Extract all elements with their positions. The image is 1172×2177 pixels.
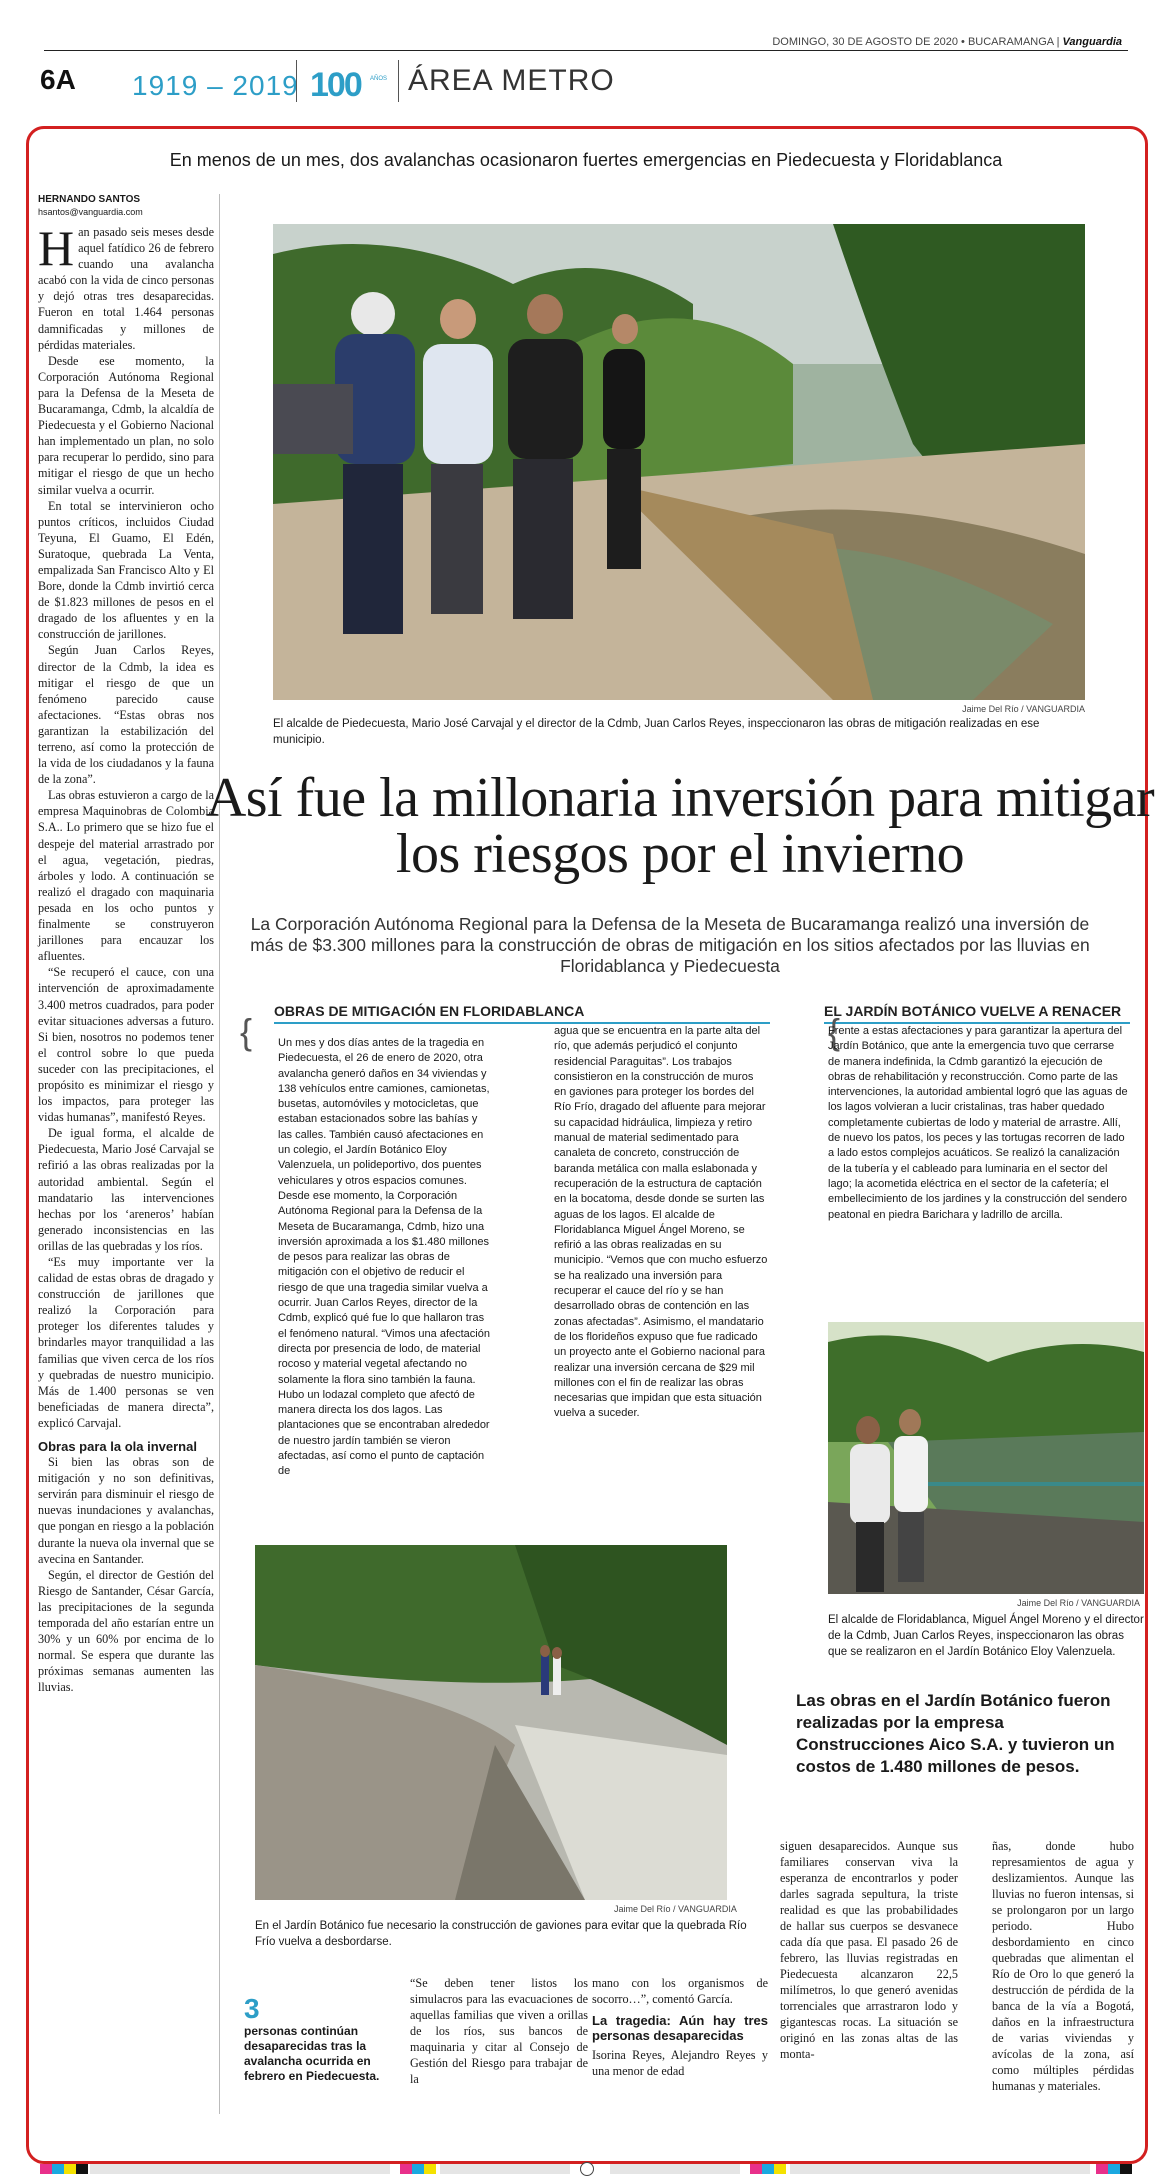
- registration-bar: [424, 2164, 436, 2174]
- byline-name: HERNANDO SANTOS: [38, 194, 141, 205]
- section-label-jardin: EL JARDÍN BOTÁNICO VUELVE A RENACER: [824, 1003, 1130, 1024]
- paragraph: Las obras estuvieron a cargo de la empresa Maquinobras de Colombia S.A.. Lo primero que se hizo fue el despeje del material arrastrado por el agua, vegetación, piedras, árboles y lodo. A continuación se realizó el dragado con maquinaria pesada en los ocho puntos y finalmente se construyeron jarillones para encauzar los afluentes.: [38, 788, 214, 964]
- header-divider: [398, 60, 399, 102]
- column-divider: [219, 194, 220, 2114]
- header-divider: [296, 60, 297, 102]
- floridablanca-col1: Un mes y dos días antes de la tragedia en Piedecuesta, el 26 de enero de 2020, otra avalancha generó daños en 34 viviendas y 138 vehículos entre camiones, camionetas, busetas, automóviles y motocicletas, que estaban estacionados sobre las bahías y las calles. También causó afectaciones en un colegio, el Jardín Botánico Eloy Valenzuela, un polideportivo, dos puentes vehiculares y otros espacios comunes. Desde ese momento, la Corporación Autónoma Regional para la Defensa de la Meseta de Bucaramanga, Cdmb, hizo una inversión aproximada a los $1.480 millones de pesos para realizar las obras de mitigación con el objetivo de reducir el riesgo de que una tragedia similar vuelva a ocurrir. Juan Carlos Reyes, director de la Cdmb, explicó qué fue lo que hallaron tras el fenómeno natural. “Vimos una afectación directa por presencia de lodo, de material rocoso y material vegetal afectando no solamente la flora sino también la fauna. Hubo un lodazal completo que afectó de manera directa los dos lagos. Las plantaciones que se encontraban alrededor de nuestro jardín también se vieron afectadas, así como el punto de captación de: [278, 1037, 490, 1478]
- drop-cap: H: [38, 220, 75, 276]
- crosshair-icon: [580, 2162, 594, 2176]
- registration-bar: [610, 2164, 740, 2174]
- photo-caption: El alcalde de Floridablanca, Miguel Ángel Moreno y el director de la Cdmb, Juan Carlos Reyes, inspeccionaron las obras que se realizaron en el Jardín Botánico Eloy Valenzuela.: [828, 1614, 1144, 1658]
- paragraph: Según Juan Carlos Reyes, director de la Cdmb, la idea es mitigar el riesgo de que un fenómeno parecido cause afectaciones. “Estas obras nos garantizan la estabilización del terreno, así como la protección de la vida de los ciudadanos y la fauna de la zona”.: [38, 643, 214, 787]
- stat-text: personas continúan desaparecidas tras la avalancha ocurrida en febrero en Piedecuesta.: [244, 2024, 380, 2083]
- registration-bar: [400, 2164, 412, 2174]
- registration-bar: [90, 2164, 390, 2174]
- registration-bar: [774, 2164, 786, 2174]
- paragraph: “Se recuperó el cauce, con una intervención de aproximadamente 3.400 metros cuadrados, para poder evitar situaciones adversas a futuro. Si bien, nosotros no podemos tener el control sobre lo que pueda suceder con las precipitaciones, el propósito es minimizar el riesgo y los impactos, para proteger las vidas humanas”, manifestó Reyes.: [38, 965, 214, 1125]
- brand-name: Vanguardia: [1062, 36, 1122, 48]
- jardin-photo: [828, 1322, 1144, 1594]
- pull-quote: Las obras en el Jardín Botánico fueron realizadas por la empresa Construcciones Aico S.A. y tuvieron un costos de 1.480 millones de pesos.: [796, 1691, 1115, 1776]
- stat-box: [244, 1994, 394, 2084]
- paragraph: “Es muy importante ver la calidad de estas obras de dragado y construcción de jarillones que realizó la Corporación para proteger los diferentes taludes y brindarles mayor tranquilidad a las familias que viven cerca de los ríos y quebradas de nuestro municipio. Más de 1.400 personas se ven beneficiadas de manera directa”, explicó Carvajal.: [38, 1255, 214, 1430]
- kicker: En menos de un mes, dos avalanchas ocasionaron fuertes emergencias en Piedecuesta y Floridablanca: [169, 150, 1003, 170]
- anniversary-logo: 100: [310, 66, 361, 104]
- section-label-floridablanca: OBRAS DE MITIGACIÓN EN FLORIDABLANCA: [274, 1003, 770, 1024]
- dateline: DOMINGO, 30 DE AGOSTO DE 2020 • BUCARAMANGA | Vanguardia: [772, 36, 1122, 48]
- jardin-text: Frente a estas afectaciones y para garantizar la apertura del Jardín Botánico, que ante la emergencia tuvo que cerrarse de manera indefinida, la Cdmb garantizó la ejecución de obras de rehabilitación y reconstrucción. Como parte de las intervenciones, la autoridad ambiental logró que las aguas de los lagos volvieran a lucir cristalinas, tras haber quedado completamente cubiertas de lodo y material de arrastre. Allí, de nuevo los patos, los peces y las tortugas recorren de lado a lado estos complejos acuáticos. Se realizó la canalización de la tubería y el cableado para luminaria en el sector del lago; la acometida eléctrica en el sector de la cafetería; el embellecimiento de los jardines y la construcción del sendero peatonal en piedra Barichara y ladrillo de arcilla.: [828, 1025, 1128, 1221]
- registration-bar: [1108, 2164, 1120, 2174]
- anniversary-years: 1919 – 2019: [132, 70, 299, 101]
- left-column: [38, 194, 214, 1695]
- registration-bar: [790, 2164, 1090, 2174]
- bottom-intro: mano con los organismos de socorro…”, comentó García.: [592, 1976, 768, 2006]
- page-number: 6A: [40, 64, 76, 95]
- registration-bar: [750, 2164, 762, 2174]
- byline-email: hsantos@vanguardia.com: [38, 207, 143, 217]
- lead-paragraph: Han pasado seis meses desde aquel fatídico 26 de febrero cuando una avalancha acabó con la vida de cinco personas y dejó otras tres desaparecidas. Fueron en total 1.464 personas damnificadas y millones de pérdidas materiales.: [38, 220, 214, 352]
- anniversary-logo-sub: AÑOS: [370, 76, 388, 82]
- registration-bar: [52, 2164, 64, 2174]
- paragraph: Según, el director de Gestión del Riesgo de Santander, César García, las precipitaciones de la segunda temporada del año estarían entre un 30% y un 60% por encima de lo normal. Se espera que durante las próximas semanas aumenten las lluvias.: [38, 1567, 214, 1695]
- registration-bar: [40, 2164, 52, 2174]
- registration-bar: [1096, 2164, 1108, 2174]
- bottom-column: [592, 1975, 768, 2079]
- photo-credit: Jaime Del Río / VANGUARDIA: [962, 704, 1085, 714]
- brace-icon: {: [240, 1011, 253, 1052]
- registration-bar: [76, 2164, 88, 2174]
- registration-bar: [64, 2164, 76, 2174]
- registration-bar: [412, 2164, 424, 2174]
- paragraph: En total se intervinieron ocho puntos críticos, incluidos Ciudad Teyuna, El Guamo, El Edén, Suratoque, quebrada La Venta, empalizada San Francisco Alto y El Bore, donde la Cdmb invirtió cerca de $1.823 millones de pesos en el dragado de los afluentes y en la construcción de jarillones.: [38, 498, 214, 642]
- photo-credit: Jaime Del Río / VANGUARDIA: [614, 1904, 737, 1914]
- bottom-column: “Se deben tener listos los simulacros para las evacuaciones de aquellas familias que viven a orillas de los ríos, sus bancos de maquinaria y citar al Consejo de Gestión del Riesgo para trabajar de la: [410, 1976, 588, 2086]
- bottom-column: ñas, donde hubo represamientos de agua y deslizamientos. Aunque las lluvias no fueron intensas, si se prolongaron por un largo periodo. Hubo desbordamiento en cinco quebradas que alimentan el Río de Oro lo que generó la destrucción de pérdida de la banca de la vía a Bogotá, daños en la infraestructura de varias viviendas y avícolas de la zona, así como múltiples pérdidas humanas y materiales.: [992, 1839, 1134, 2093]
- subhead: Obras para la ola invernal: [38, 1439, 197, 1455]
- brace-icon: {: [828, 1011, 841, 1052]
- gaviones-photo: [255, 1545, 727, 1900]
- paragraph: Desde ese momento, la Corporación Autónoma Regional para la Defensa de la Meseta de Bucaramanga, Cdmb, la alcaldía de Piedecuesta y el Gobierno Nacional han implementado un plan, no solo para recuperar lo perdido, sino para mitigar el riesgo de que un hecho similar vuelva a ocurrir.: [38, 353, 214, 497]
- header-rule: [44, 50, 1128, 51]
- registration-bar: [440, 2164, 570, 2174]
- photo-caption: En el Jardín Botánico fue necesario la construcción de gaviones para evitar que la quebrada Río Frío vuelva a desbordarse.: [255, 1920, 747, 1948]
- main-photo: [273, 224, 1085, 700]
- registration-bar: [762, 2164, 774, 2174]
- headline: Así fue la millonaria inversión para mitigar los riesgos por el invierno: [205, 767, 1155, 885]
- registration-bar: [1120, 2164, 1132, 2174]
- floridablanca-col2: agua que se encuentra en la parte alta del río, que además perjudicó el conjunto residencial Paraguitas”. Los trabajos consistieron en la construcción de muros en gaviones para proteger los bordes del Río Frío, dragado del afluente para mejorar su capacidad hidráulica, limpieza y retiro manual de material sedimentado para canaleta de concreto, construcción de baranda metálica con malla eslabonada y recuperación de la estructura de captación en la bocatoma, desde donde se surten las aguas de los lagos. El alcalde de Floridablanca Miguel Ángel Moreno, se refirió a las obras realizadas en su municipio. “Vemos que con mucho esfuerzo se ha realizado una inversión para recuperar el cauce del río y se han desarrollado obras de contención en las zonas afectadas”. Asimismo, el mandatario de los florideños expuso que fue radicado un proyecto ante el Gobierno nacional para realizar una inversión cercana de $29 mil millones con el fin de realizar las obras necesarias que impidan que esta situación vuelva a suceder.: [554, 1025, 768, 1420]
- bottom-column: siguen desaparecidos. Aunque sus familiares conservan viva la esperanza de encontrarlos y poder darles sagrada sepultura, la triste realidad es que las probabilidades de hallar sus cuerpos se desvanece cada día que pasa. El pasado 26 de febrero, las lluvias registradas en Piedecuesta alcanzaron 22,5 milímetros, lo que generó avenidas torrenciales que arrastraron lodo y gigantescas rocas. La situación se originó en las zonas altas de las monta-: [780, 1839, 958, 2061]
- deck: La Corporación Autónoma Regional para la Defensa de la Meseta de Bucaramanga realizó una inversión de más de $3.300 millones para la construcción de obras de mitigación en los sitios afectados por las lluvias en Floridablanca y Piedecuesta: [250, 914, 1090, 976]
- subhead: La tragedia: Aún hay tres personas desaparecidas: [592, 2013, 768, 2043]
- bottom-text: Isorina Reyes, Alejandro Reyes y una menor de edad: [592, 2048, 768, 2078]
- photo-credit: Jaime Del Río / VANGUARDIA: [1017, 1598, 1140, 1608]
- paragraph: Si bien las obras son de mitigación y no son definitivas, servirán para disminuir el riesgo de nuevas inundaciones y avalanchas, que pongan en riesgo a la población durante la nueva ola invernal que se avecina en Santander.: [38, 1455, 214, 1566]
- stat-number: 3: [244, 1993, 260, 2024]
- section-title: ÁREA METRO: [408, 64, 615, 97]
- paragraph: De igual forma, el alcalde de Piedecuesta, Mario José Carvajal se refirió a las obras realizadas por la autoridad ambiental. Según el mandatario las intervenciones hechas por los ‘areneros’ habían generado inconsistencias en las orillas de las quebradas y los ríos.: [38, 1126, 214, 1253]
- photo-caption: El alcalde de Piedecuesta, Mario José Carvajal y el director de la Cdmb, Juan Carlos Reyes, inspeccionaron las obras de mitigación realizadas en ese municipio.: [273, 718, 1040, 746]
